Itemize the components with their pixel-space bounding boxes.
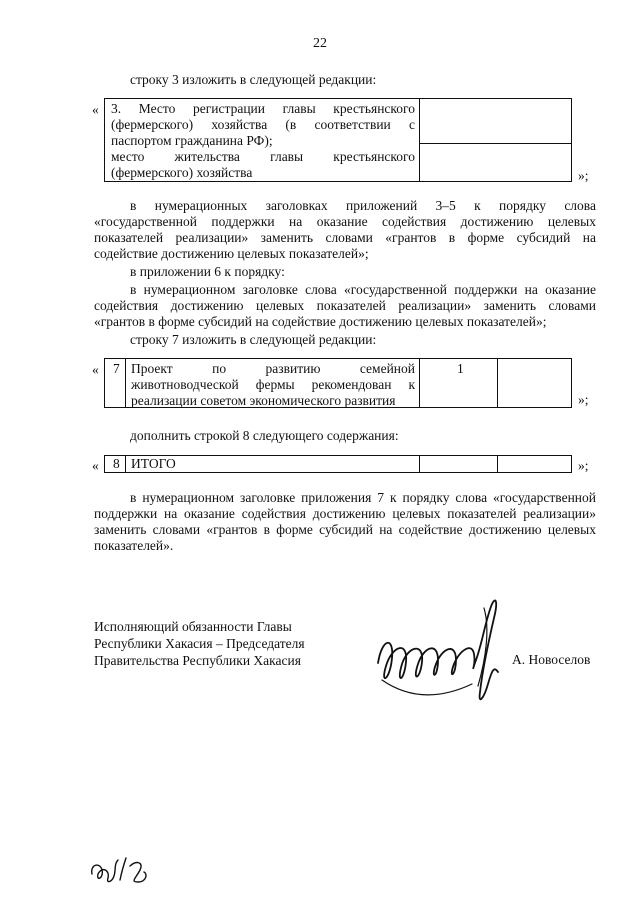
replacement-table-row7 [104,358,572,408]
handwritten-signature [368,588,528,718]
paragraph-appendices-3-5: в нумерационных заголовках приложений 3–5 к порядку слова «государственной поддержки на оказание содействия достижению целевых показателей реализации» заменить словами «грантов в форме субсидий на содействие достижению целевых показателей»; [94,198,596,261]
opening-quote: « [92,362,99,377]
opening-quote: « [92,102,99,117]
opening-quote: « [92,458,99,473]
table-cell-row3-text: 3. Место регистрации главы крестьянского (фермерского) хозяйства (в соответствии с паспортом гражданина РФ); место жительства главы крестьянского (фермерского) хозяйства [111,101,415,180]
table-cell-row7-value: 1 [457,361,464,376]
page-number: 22 [313,36,327,51]
closing-quote: »; [578,392,589,407]
signatory-title: Исполняющий обязанности Главы Республики Хакасия – Председателя Правительства Республики Хакасия [94,619,305,668]
replacement-table-row8 [104,455,572,473]
table-cell-row7-number: 7 [113,361,120,376]
instruction-row3: строку 3 изложить в следующей редакции: [130,72,377,87]
instruction-row8: дополнить строкой 8 следующего содержания: [130,428,399,443]
replacement-table-row3 [104,98,572,182]
closing-quote: »; [578,458,589,473]
table-cell-row8-number: 8 [113,456,120,471]
closing-quote: »; [578,168,589,183]
table-cell-row7-text: Проект по развитию семейной животноводческой фермы рекомендован к реализации советом экономического развития [131,361,415,408]
signatory-name: А. Новоселов [512,652,591,667]
paragraph-appendix-6: в приложении 6 к порядку: [130,264,285,279]
paragraph-appendix-6-title: в нумерационном заголовке слова «государственной поддержки на оказание содействия достижению целевых показателей реализации» заменить словами «грантов в форме субсидий на содействие достижению целевых показателей»; [94,282,596,329]
table-cell-row8-text: ИТОГО [131,456,176,471]
instruction-row7: строку 7 изложить в следующей редакции: [130,332,377,347]
paragraph-appendix-7: в нумерационном заголовке приложения 7 к порядку слова «государственной поддержки на оказание содействия достижению целевых показателей реализации» заменить словами «грантов в форме субсидий на содействие достижению целевых показателей». [94,490,596,553]
handwritten-mark [86,852,156,892]
